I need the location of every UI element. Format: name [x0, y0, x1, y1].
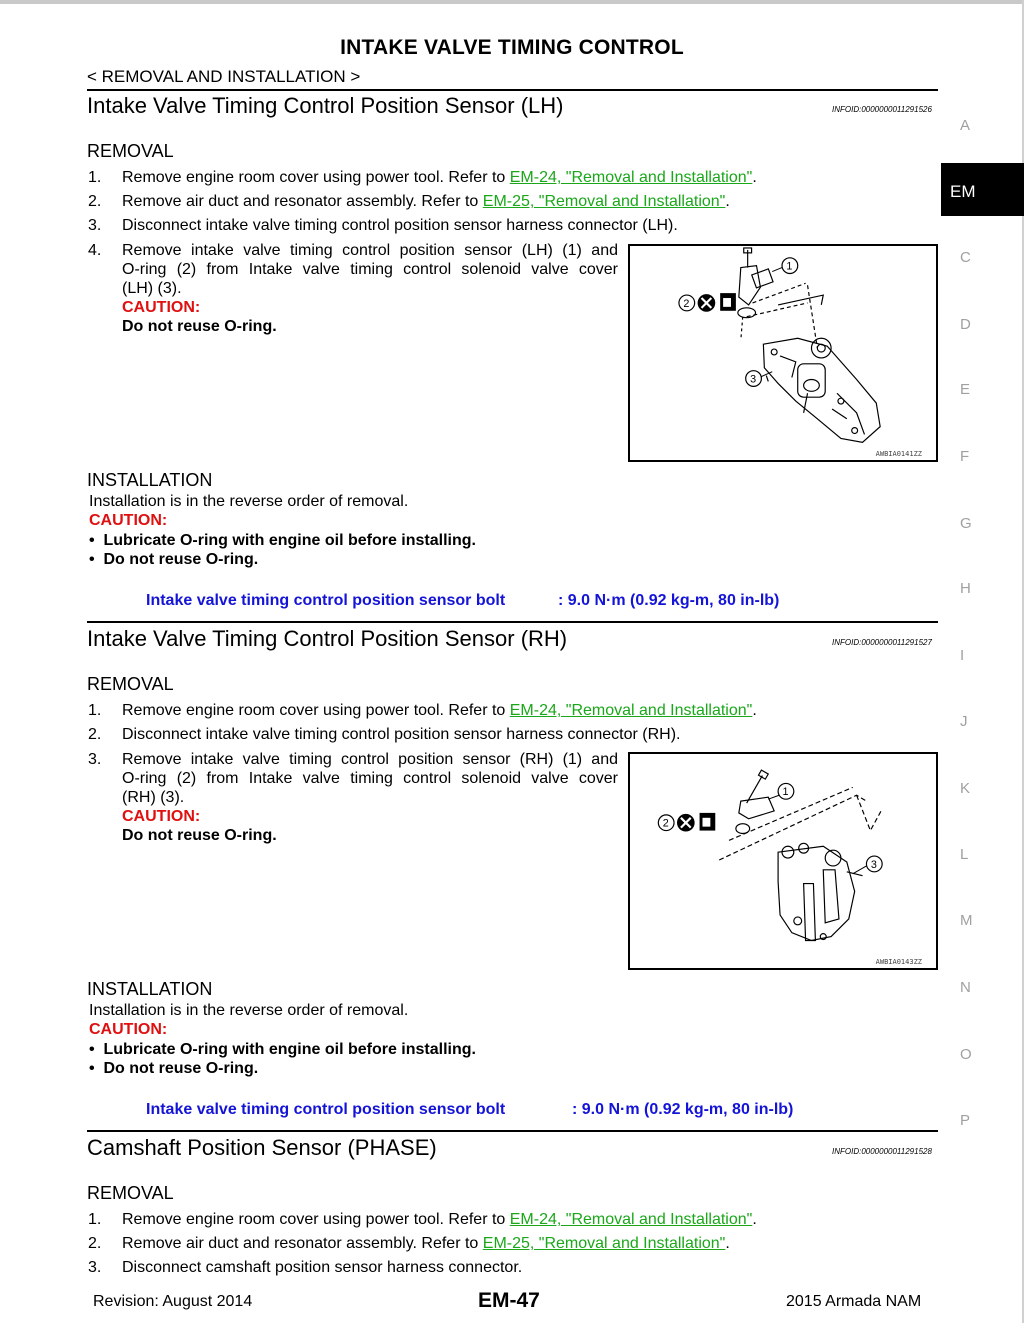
list-item: 3. Disconnect intake valve timing control position sensor harness connector (LH).: [88, 217, 678, 234]
installation-heading-lh: INSTALLATION: [87, 470, 213, 490]
side-letter-o[interactable]: O: [960, 1046, 972, 1063]
list-item: 1. Remove engine room cover using power tool. Refer to EM-24, "Removal and Installation".: [88, 1211, 757, 1228]
side-letter-p[interactable]: P: [960, 1112, 971, 1129]
side-tab-em[interactable]: EM: [941, 163, 1024, 216]
side-letter-c[interactable]: C: [960, 249, 971, 266]
infoid-lh: INFOID:0000000011291526: [832, 105, 932, 114]
ref-link-em24[interactable]: EM-24, "Removal and Installation": [509, 702, 753, 719]
page-title: INTAKE VALVE TIMING CONTROL: [340, 36, 684, 59]
list-item: 1. Remove engine room cover using power tool. Refer to EM-24, "Removal and Installation".: [88, 702, 757, 719]
side-letter-h[interactable]: H: [960, 580, 971, 597]
svg-text:1: 1: [786, 260, 793, 273]
section-title-rh: Intake Valve Timing Control Position Sensor (RH): [87, 626, 568, 651]
caution-label: CAUTION:: [122, 808, 201, 825]
caution-bullet: • Do not reuse O-ring.: [89, 1060, 259, 1077]
side-letter-a[interactable]: A: [960, 117, 971, 134]
section-rule: [87, 621, 938, 623]
removal-heading-rh: REMOVAL: [87, 674, 174, 694]
section-title-phase: Camshaft Position Sensor (PHASE): [87, 1135, 437, 1160]
figure-lh-sensor: [628, 244, 938, 462]
svg-text:3: 3: [750, 373, 757, 386]
caution-bullet: • Lubricate O-ring with engine oil before installing.: [89, 1041, 476, 1058]
breadcrumb: < REMOVAL AND INSTALLATION >: [87, 67, 361, 86]
svg-text:2: 2: [662, 817, 669, 830]
removal-heading-lh: REMOVAL: [87, 141, 174, 161]
removal-heading-phase: REMOVAL: [87, 1183, 174, 1203]
footer-revision: Revision: August 2014: [93, 1293, 253, 1310]
list-item: 3. Disconnect camshaft position sensor harness connector.: [88, 1259, 523, 1276]
ref-link-em24[interactable]: EM-24, "Removal and Installation": [509, 169, 753, 186]
side-letter-g[interactable]: G: [960, 515, 972, 532]
list-item: 2. Disconnect intake valve timing control position sensor harness connector (RH).: [88, 726, 681, 743]
caution-bullet: • Do not reuse O-ring.: [89, 551, 259, 568]
side-letter-j[interactable]: J: [960, 713, 968, 730]
side-letter-f[interactable]: F: [960, 448, 970, 465]
svg-text:1: 1: [782, 786, 789, 799]
list-item: 3. Remove intake valve timing control position sensor (RH) (1) and O-ring (2) from Intake valve timing control solenoid valve cover (RH) (3). CAUTION: Do not reuse O-ring.: [88, 751, 618, 844]
footer-model: 2015 Armada NAM: [786, 1293, 922, 1310]
installation-heading-rh: INSTALLATION: [87, 979, 213, 999]
caution-bullet: • Lubricate O-ring with engine oil before installing.: [89, 532, 476, 549]
installation-text: Installation is in the reverse order of removal.: [89, 1002, 409, 1019]
side-letter-d[interactable]: D: [960, 316, 971, 333]
list-item: 2. Remove air duct and resonator assembly. Refer to EM-25, "Removal and Installation".: [88, 193, 730, 210]
list-item: 2. Remove air duct and resonator assembly. Refer to EM-25, "Removal and Installation".: [88, 1235, 730, 1252]
torque-value: : 9.0 N·m (0.92 kg-m, 80 in-lb): [572, 1101, 794, 1118]
caution-label: CAUTION:: [89, 512, 168, 529]
infoid-phase: INFOID:0000000011291528: [832, 1147, 932, 1156]
installation-text: Installation is in the reverse order of removal.: [89, 493, 409, 510]
sensor-lh-illustration: [630, 246, 936, 460]
sensor-rh-illustration: [630, 754, 936, 968]
svg-text:3: 3: [870, 858, 877, 871]
side-letter-l[interactable]: L: [960, 846, 969, 863]
caution-label: CAUTION:: [122, 299, 201, 316]
top-border: [0, 0, 1024, 4]
side-letter-n[interactable]: N: [960, 979, 971, 996]
list-item: 4. Remove intake valve timing control position sensor (LH) (1) and O-ring (2) from Intake valve timing control solenoid valve cover (LH) (3). CAUTION: Do not reuse O-ring.: [88, 242, 618, 335]
side-letter-k[interactable]: K: [960, 780, 971, 797]
figure-id: AWBIA0141ZZ: [875, 450, 922, 458]
ref-link-em25[interactable]: EM-25, "Removal and Installation": [482, 1235, 726, 1252]
side-letter-i[interactable]: I: [960, 647, 965, 664]
side-letter-e[interactable]: E: [960, 381, 971, 398]
header-rule: [87, 89, 938, 91]
figure-rh-sensor: [628, 752, 938, 970]
svg-text:2: 2: [683, 297, 690, 310]
torque-label: Intake valve timing control position sensor bolt: [146, 1101, 506, 1118]
torque-value: : 9.0 N·m (0.92 kg-m, 80 in-lb): [558, 592, 780, 609]
side-letter-m[interactable]: M: [960, 912, 973, 929]
torque-label: Intake valve timing control position sensor bolt: [146, 592, 506, 609]
section-title-lh: Intake Valve Timing Control Position Sensor (LH): [87, 93, 564, 118]
section-rule: [87, 1130, 938, 1132]
ref-link-em25[interactable]: EM-25, "Removal and Installation": [482, 193, 726, 210]
footer-page-number: EM-47: [478, 1289, 540, 1312]
figure-id: AWBIA0143ZZ: [875, 958, 922, 966]
ref-link-em24[interactable]: EM-24, "Removal and Installation": [509, 1211, 753, 1228]
list-item: 1. Remove engine room cover using power tool. Refer to EM-24, "Removal and Installation".: [88, 169, 757, 186]
caution-label: CAUTION:: [89, 1021, 168, 1038]
infoid-rh: INFOID:0000000011291527: [832, 638, 932, 647]
